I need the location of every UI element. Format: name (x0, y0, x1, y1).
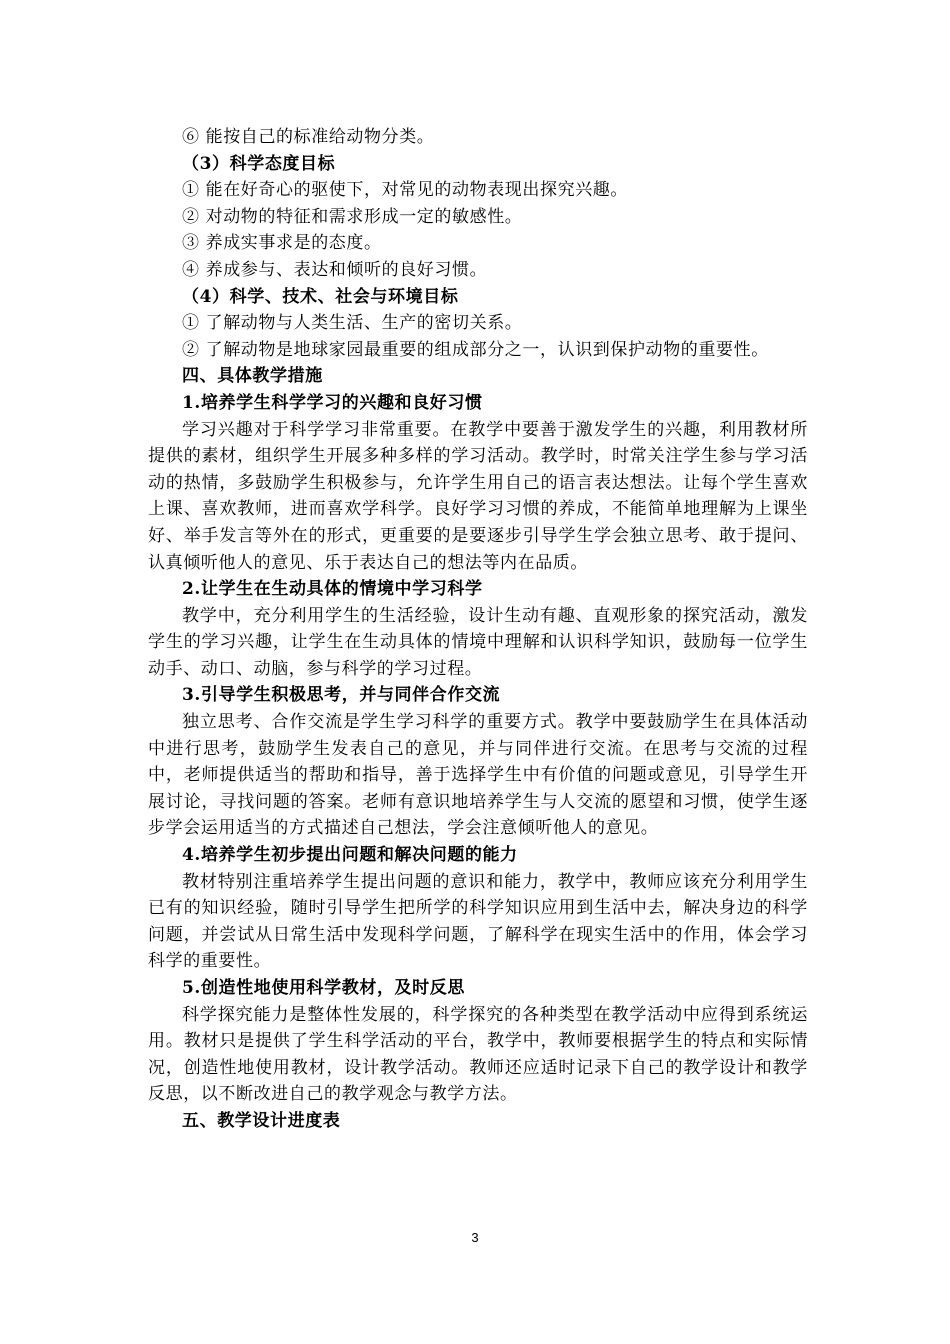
objective-item: ⑥ 能按自己的标准给动物分类。 (182, 127, 435, 147)
objective-item-wrapped: ② 了解动物是地球家园最重要的组成部分之一，认识到保护动物的重要性。 (182, 339, 769, 360)
measure-paragraph: 教材特别注重培养学生提出问题的意识和能力，教学中，教师应该充分利用学生已有的知识经验，随时引导学生把所学的科学知识应用到生活中去，解决身边的科学问题，并尝试从日常生活中发现科学问题，了解科学在现实生活中的作用，体会学习科学的重要性。 (148, 871, 808, 972)
measure-heading: 2.让学生在生动具体的情境中学习科学 (182, 579, 483, 600)
section-heading: 四、具体教学措施 (182, 366, 323, 387)
measure-heading: 5.创造性地使用科学教材，及时反思 (182, 978, 465, 998)
objective-item: ③ 养成实事求是的态度。 (182, 233, 382, 254)
measure-heading: 3.引导学生积极思考，并与同伴合作交流 (182, 685, 501, 706)
page-content (148, 124, 808, 1135)
section-heading: 五、教学设计进度表 (182, 1110, 341, 1131)
objective-item: ① 了解动物与人类生活、生产的密切关系。 (182, 313, 523, 334)
measure-paragraph: 科学探究能力是整体性发展的，科学探究的各种类型在教学活动中应得到系统运用。教材只是提供了学生科学活动的平台，教学中，教师要根据学生的特点和实际情况，创造性地使用教材，设计教学活动。教师还应适时记录下自己的教学设计和教学反思，以不断改进自己的教学观念与教学方法。 (148, 1004, 808, 1105)
measure-paragraph: 独立思考、合作交流是学生学习科学的重要方式。教学中要鼓励学生在具体活动中进行思考，鼓励学生发表自己的意见，并与同伴进行交流。在思考与交流的过程中，老师提供适当的帮助和指导，善于选择学生中有价值的问题或意见，引导学生开展讨论，寻找问题的答案。老师有意识地培养学生与人交流的愿望和习惯，使学生逐步学会运用适当的方式描述自己想法，学会注意倾听他人的意见。 (148, 712, 808, 839)
page-number: 3 (471, 1230, 479, 1245)
subsection-heading: （4）科学、技术、社会与环境目标 (182, 286, 459, 307)
measure-heading: 1.培养学生科学学习的兴趣和良好习惯 (182, 392, 483, 413)
objective-item: ② 对动物的特征和需求形成一定的敏感性。 (182, 206, 523, 227)
subsection-heading: （3）科学态度目标 (182, 153, 336, 174)
objective-item: ① 能在好奇心的驱使下，对常见的动物表现出探究兴趣。 (182, 180, 629, 201)
measure-paragraph: 学习兴趣对于科学学习非常重要。在教学中要善于激发学生的兴趣，利用教材所提供的素材，组织学生开展多种多样的学习活动。教学时，时常关注学生参与学习活动的热情，多鼓励学生积极参与，允许学生用自己的语言表达想法。让每个学生喜欢上课、喜欢教师，进而喜欢学科学。良好学习习惯的养成，不能简单地理解为上课坐好、举手发言等外在的形式，更重要的是要逐步引导学生学会独立思考、敢于提问、认真倾听他人的意见、乐于表达自己的想法等内在品质。 (148, 419, 808, 573)
measure-paragraph: 教学中，充分利用学生的生活经验，设计生动有趣、直观形象的探究活动，激发学生的学习兴趣，让学生在生动具体的情境中理解和认识科学知识，鼓励每一位学生动手、动口、动脑，参与科学的学习过程。 (148, 605, 808, 679)
objective-item: ④ 养成参与、表达和倾听的良好习惯。 (182, 259, 488, 280)
measure-heading: 4.培养学生初步提出问题和解决问题的能力 (182, 845, 518, 866)
